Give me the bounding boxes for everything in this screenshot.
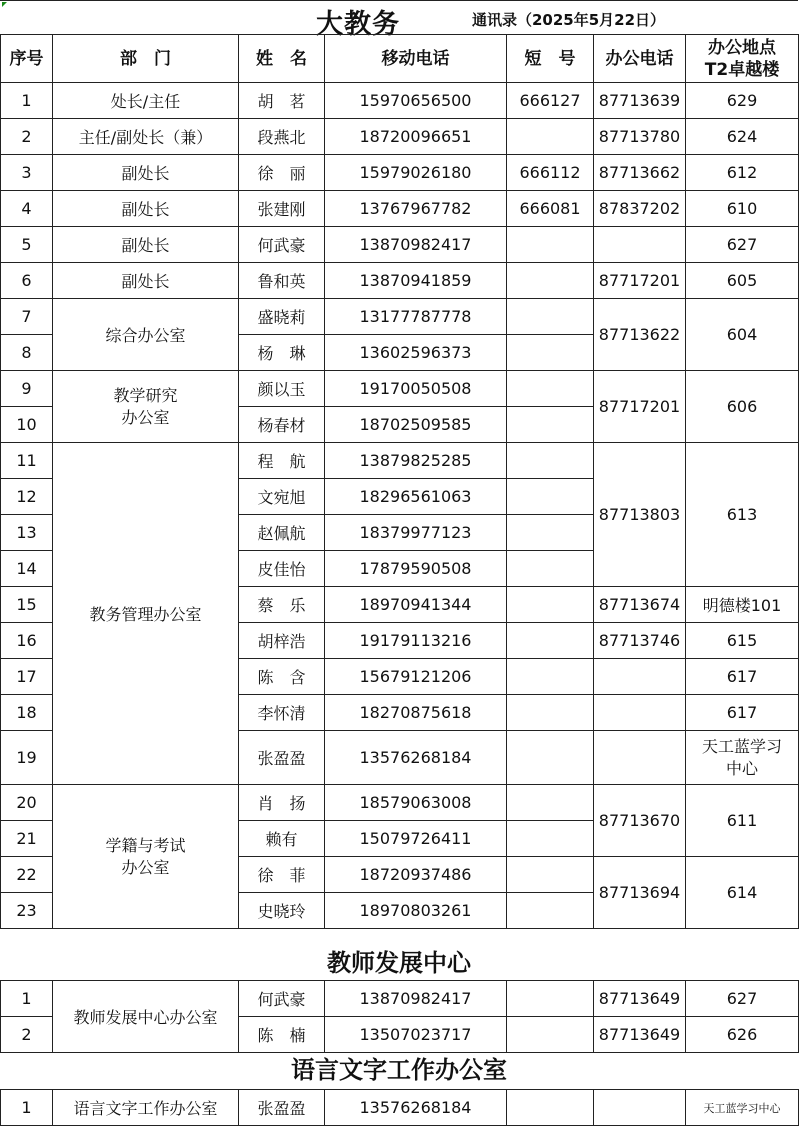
cell-dept: 副处长 bbox=[53, 227, 239, 263]
cell-office-phone bbox=[594, 695, 686, 731]
cell-mobile: 13177787778 bbox=[325, 299, 507, 335]
cell-location: 605 bbox=[686, 263, 799, 299]
cell-seq: 18 bbox=[1, 695, 53, 731]
cell-office-phone: 87713649 bbox=[594, 1017, 686, 1053]
cell-short bbox=[507, 371, 594, 407]
cell-seq: 4 bbox=[1, 191, 53, 227]
table-row bbox=[1, 371, 799, 407]
title-row bbox=[0, 0, 800, 40]
column-header-office-phone: 办公电话 bbox=[594, 35, 686, 83]
cell-short bbox=[507, 785, 594, 821]
cell-short bbox=[507, 857, 594, 893]
cell-short bbox=[507, 551, 594, 587]
language-office-table bbox=[0, 1089, 799, 1126]
cell-office-phone: 87713639 bbox=[594, 83, 686, 119]
cell-short bbox=[507, 731, 594, 785]
cell-seq: 23 bbox=[1, 893, 53, 929]
cell-short bbox=[507, 659, 594, 695]
cell-seq: 16 bbox=[1, 623, 53, 659]
location-header-line2: T2卓越楼 bbox=[704, 59, 780, 80]
cell-dept: 教学研究 办公室 bbox=[53, 371, 239, 443]
cell-short bbox=[507, 587, 594, 623]
cell-short bbox=[507, 119, 594, 155]
cell-name: 赵佩航 bbox=[239, 515, 325, 551]
table-row bbox=[1, 981, 799, 1017]
table-row bbox=[1, 299, 799, 335]
table-row bbox=[1, 263, 799, 299]
cell-seq: 14 bbox=[1, 551, 53, 587]
cell-location: 612 bbox=[686, 155, 799, 191]
cell-office-phone: 87837202 bbox=[594, 191, 686, 227]
cell-mobile: 13870982417 bbox=[325, 227, 507, 263]
cell-mobile: 18702509585 bbox=[325, 407, 507, 443]
cell-mobile: 15679121206 bbox=[325, 659, 507, 695]
cell-mobile: 18720937486 bbox=[325, 857, 507, 893]
cell-name: 李怀清 bbox=[239, 695, 325, 731]
cell-name: 陈 含 bbox=[239, 659, 325, 695]
cell-seq: 7 bbox=[1, 299, 53, 335]
cell-short: 666127 bbox=[507, 83, 594, 119]
cell-name: 蔡 乐 bbox=[239, 587, 325, 623]
cell-location: 615 bbox=[686, 623, 799, 659]
cell-short bbox=[507, 443, 594, 479]
cell-location: 624 bbox=[686, 119, 799, 155]
cell-office-phone: 87713780 bbox=[594, 119, 686, 155]
cell-seq: 6 bbox=[1, 263, 53, 299]
cell-mobile: 18970941344 bbox=[325, 587, 507, 623]
cell-location: 611 bbox=[686, 785, 799, 857]
cell-dept: 副处长 bbox=[53, 155, 239, 191]
cell-short bbox=[507, 515, 594, 551]
cell-name: 胡 茗 bbox=[239, 83, 325, 119]
cell-office-phone: 87717201 bbox=[594, 371, 686, 443]
cell-short bbox=[507, 263, 594, 299]
cell-short bbox=[507, 479, 594, 515]
cell-mobile: 13870941859 bbox=[325, 263, 507, 299]
cell-dept: 处长/主任 bbox=[53, 83, 239, 119]
cell-short bbox=[507, 695, 594, 731]
cell-short bbox=[507, 981, 594, 1017]
cell-name: 鲁和英 bbox=[239, 263, 325, 299]
cell-name: 史晓玲 bbox=[239, 893, 325, 929]
cell-location: 626 bbox=[686, 1017, 799, 1053]
cell-dept: 主任/副处长（兼） bbox=[53, 119, 239, 155]
cell-location: 604 bbox=[686, 299, 799, 371]
cell-name: 颜以玉 bbox=[239, 371, 325, 407]
cell-name: 何武豪 bbox=[239, 981, 325, 1017]
cell-location: 明德楼101 bbox=[686, 587, 799, 623]
cell-mobile: 13576268184 bbox=[325, 1090, 507, 1126]
location-header-line1: 办公地点 bbox=[708, 37, 776, 58]
page-title: 大教务 bbox=[316, 9, 400, 40]
cell-mobile: 15079726411 bbox=[325, 821, 507, 857]
cell-mobile: 18296561063 bbox=[325, 479, 507, 515]
cell-mobile: 18579063008 bbox=[325, 785, 507, 821]
column-header-mobile: 移动电话 bbox=[325, 35, 507, 83]
teacher-development-table bbox=[0, 980, 799, 1053]
cell-office-phone: 87713674 bbox=[594, 587, 686, 623]
cell-location: 606 bbox=[686, 371, 799, 443]
cell-seq: 15 bbox=[1, 587, 53, 623]
cell-office-phone bbox=[594, 1090, 686, 1126]
cell-name: 段燕北 bbox=[239, 119, 325, 155]
cell-office-phone: 87713746 bbox=[594, 623, 686, 659]
cell-office-phone: 87717201 bbox=[594, 263, 686, 299]
cell-mobile: 13576268184 bbox=[325, 731, 507, 785]
cell-mobile: 13767967782 bbox=[325, 191, 507, 227]
cell-short bbox=[507, 335, 594, 371]
cell-dept: 学籍与考试 办公室 bbox=[53, 785, 239, 929]
cell-mobile: 18379977123 bbox=[325, 515, 507, 551]
table-row bbox=[1, 785, 799, 821]
cell-mobile: 13602596373 bbox=[325, 335, 507, 371]
cell-seq: 1 bbox=[1, 1090, 53, 1126]
cell-location: 627 bbox=[686, 227, 799, 263]
cell-name: 肖 扬 bbox=[239, 785, 325, 821]
column-header-name: 姓 名 bbox=[239, 35, 325, 83]
cell-seq: 9 bbox=[1, 371, 53, 407]
cell-location: 627 bbox=[686, 981, 799, 1017]
cell-name: 皮佳怡 bbox=[239, 551, 325, 587]
cell-office-phone: 87713649 bbox=[594, 981, 686, 1017]
cell-name: 胡梓浩 bbox=[239, 623, 325, 659]
cell-location: 617 bbox=[686, 695, 799, 731]
cell-location: 天工蓝学习中心 bbox=[686, 1090, 799, 1126]
column-header-short: 短 号 bbox=[507, 35, 594, 83]
cell-location: 610 bbox=[686, 191, 799, 227]
cell-office-phone: 87713803 bbox=[594, 443, 686, 587]
cell-short bbox=[507, 407, 594, 443]
cell-seq: 20 bbox=[1, 785, 53, 821]
table-row bbox=[1, 1090, 799, 1126]
cell-name: 张盈盈 bbox=[239, 731, 325, 785]
cell-office-phone bbox=[594, 731, 686, 785]
cell-mobile: 19179113216 bbox=[325, 623, 507, 659]
cell-short bbox=[507, 893, 594, 929]
section-title-teacher-development: 教师发展中心 bbox=[327, 948, 471, 977]
cell-seq: 21 bbox=[1, 821, 53, 857]
cell-location: 613 bbox=[686, 443, 799, 587]
table-header-row bbox=[1, 35, 799, 83]
cell-short bbox=[507, 227, 594, 263]
cell-seq: 11 bbox=[1, 443, 53, 479]
cell-short bbox=[507, 623, 594, 659]
cell-dept: 语言文字工作办公室 bbox=[53, 1090, 239, 1126]
cell-name: 徐 丽 bbox=[239, 155, 325, 191]
cell-mobile: 15979026180 bbox=[325, 155, 507, 191]
cell-mobile: 15970656500 bbox=[325, 83, 507, 119]
cell-seq: 19 bbox=[1, 731, 53, 785]
cell-name: 赖有 bbox=[239, 821, 325, 857]
cell-seq: 12 bbox=[1, 479, 53, 515]
cell-short bbox=[507, 821, 594, 857]
cell-mobile: 18970803261 bbox=[325, 893, 507, 929]
cell-dept: 综合办公室 bbox=[53, 299, 239, 371]
table-row bbox=[1, 227, 799, 263]
cell-name: 徐 菲 bbox=[239, 857, 325, 893]
cell-mobile: 19170050508 bbox=[325, 371, 507, 407]
cell-location: 天工蓝学习 中心 bbox=[686, 731, 799, 785]
cell-name: 文宛旭 bbox=[239, 479, 325, 515]
cell-name: 何武豪 bbox=[239, 227, 325, 263]
cell-seq: 13 bbox=[1, 515, 53, 551]
cell-short bbox=[507, 1017, 594, 1053]
cell-seq: 10 bbox=[1, 407, 53, 443]
cell-seq: 22 bbox=[1, 857, 53, 893]
section-title-language-office: 语言文字工作办公室 bbox=[291, 1055, 507, 1084]
cell-name: 杨春材 bbox=[239, 407, 325, 443]
cell-name: 陈 楠 bbox=[239, 1017, 325, 1053]
cell-short: 666081 bbox=[507, 191, 594, 227]
cell-location: 629 bbox=[686, 83, 799, 119]
cell-name: 张盈盈 bbox=[239, 1090, 325, 1126]
cell-name: 杨 琳 bbox=[239, 335, 325, 371]
cell-name: 张建刚 bbox=[239, 191, 325, 227]
cell-dept: 教师发展中心办公室 bbox=[53, 981, 239, 1053]
column-header-location bbox=[686, 35, 799, 83]
cell-office-phone bbox=[594, 659, 686, 695]
cell-location: 617 bbox=[686, 659, 799, 695]
cell-dept: 副处长 bbox=[53, 263, 239, 299]
cell-seq: 17 bbox=[1, 659, 53, 695]
cell-short bbox=[507, 299, 594, 335]
cell-seq: 1 bbox=[1, 981, 53, 1017]
table-row bbox=[1, 191, 799, 227]
cell-seq: 5 bbox=[1, 227, 53, 263]
cell-short: 666112 bbox=[507, 155, 594, 191]
cell-seq: 2 bbox=[1, 119, 53, 155]
cell-seq: 3 bbox=[1, 155, 53, 191]
cell-seq: 1 bbox=[1, 83, 53, 119]
cell-mobile: 18720096651 bbox=[325, 119, 507, 155]
cell-seq: 2 bbox=[1, 1017, 53, 1053]
cell-mobile: 18270875618 bbox=[325, 695, 507, 731]
main-contact-table bbox=[0, 34, 799, 929]
cell-mobile: 13870982417 bbox=[325, 981, 507, 1017]
column-header-seq: 序号 bbox=[1, 35, 53, 83]
cell-office-phone: 87713662 bbox=[594, 155, 686, 191]
cell-office-phone: 87713622 bbox=[594, 299, 686, 371]
cell-office-phone bbox=[594, 227, 686, 263]
table-row bbox=[1, 83, 799, 119]
table-row bbox=[1, 155, 799, 191]
cell-office-phone: 87713694 bbox=[594, 857, 686, 929]
cell-location: 614 bbox=[686, 857, 799, 929]
page-subtitle: 通讯录（2025年5月22日） bbox=[472, 11, 666, 29]
cell-short bbox=[507, 1090, 594, 1126]
cell-seq: 8 bbox=[1, 335, 53, 371]
cell-name: 程 航 bbox=[239, 443, 325, 479]
table-row bbox=[1, 119, 799, 155]
column-header-dept: 部 门 bbox=[53, 35, 239, 83]
cell-mobile: 13507023717 bbox=[325, 1017, 507, 1053]
cell-name: 盛晓莉 bbox=[239, 299, 325, 335]
cell-mobile: 13879825285 bbox=[325, 443, 507, 479]
cell-dept: 副处长 bbox=[53, 191, 239, 227]
table-row bbox=[1, 443, 799, 479]
cell-office-phone: 87713670 bbox=[594, 785, 686, 857]
cell-dept: 教务管理办公室 bbox=[53, 443, 239, 785]
cell-mobile: 17879590508 bbox=[325, 551, 507, 587]
